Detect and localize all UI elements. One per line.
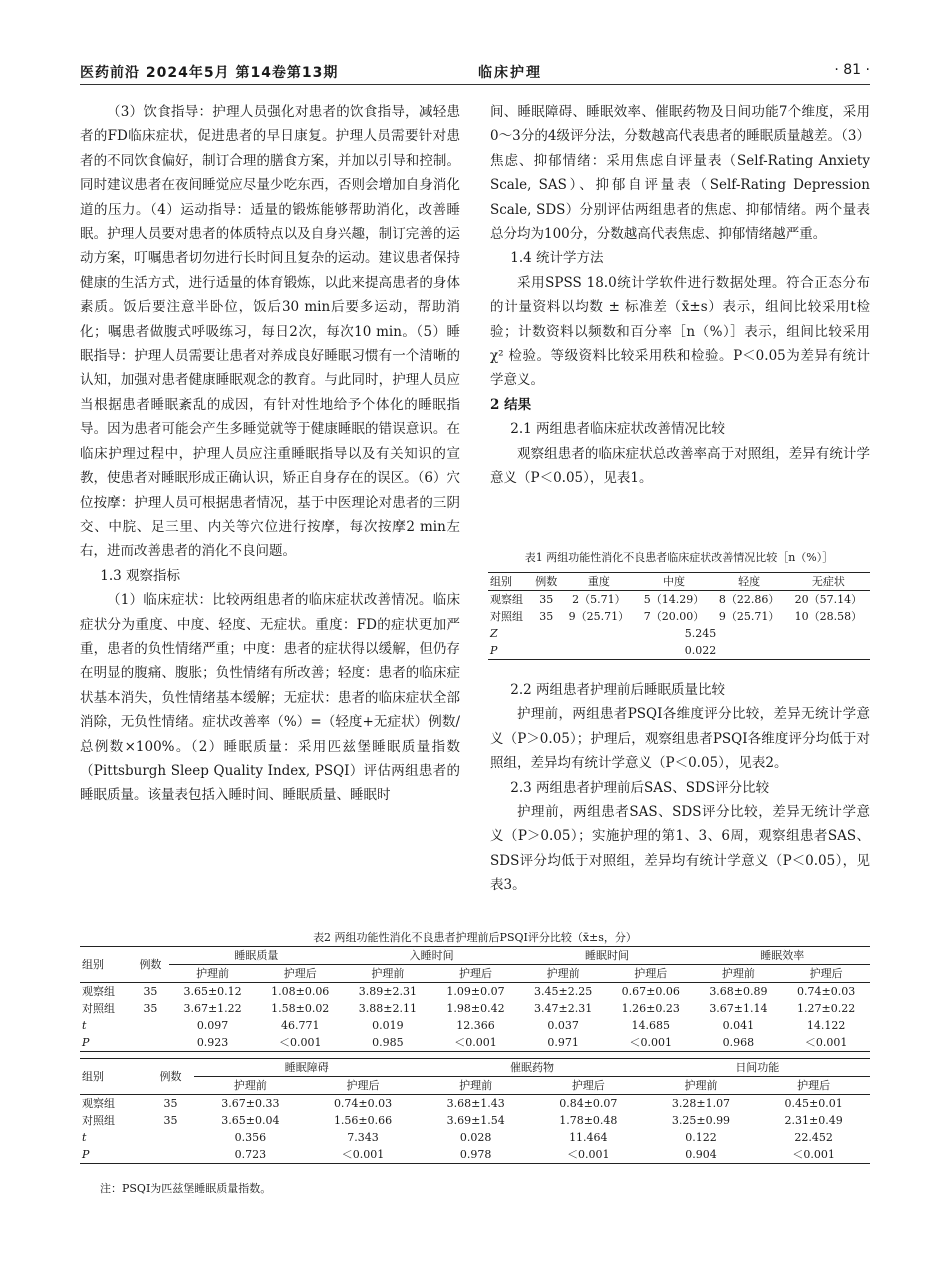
table-cell: 0.356 xyxy=(234,1131,267,1144)
table-cell: 对照组 xyxy=(82,1114,115,1127)
table-header: 中度 xyxy=(636,573,711,591)
table-cell: 0.84±0.07 xyxy=(559,1097,618,1110)
heading-2-1: 2.1 两组患者临床症状改善情况比较 xyxy=(510,421,726,438)
table-cell: 35 xyxy=(539,593,554,606)
table-cell: P xyxy=(82,1148,90,1161)
table-cell: ＜0.001 xyxy=(792,1148,835,1161)
table-cell: 3.47±2.31 xyxy=(534,1002,593,1015)
table-cell: 46.771 xyxy=(280,1019,320,1032)
table-cell: 1.58±0.02 xyxy=(271,1002,330,1015)
table-row xyxy=(80,1034,870,1052)
table-header: 护理后 xyxy=(307,1077,420,1095)
table-cell: 0.74±0.03 xyxy=(797,985,856,998)
table-cell: 35 xyxy=(143,985,158,998)
table-cell: 3.45±2.25 xyxy=(534,985,593,998)
table-cell: 3.65±0.04 xyxy=(221,1114,280,1127)
table-header: 催眠药物 xyxy=(419,1059,644,1077)
paragraph: 护理前，两组患者SAS、SDS评分比较，差异无统计学意义（P＞0.05）；实施护理的第1、3、6周，观察组患者SAS、SDS评分均低于对照组，差异均有统计学意义（P＜0.05），见表3。 xyxy=(490,804,870,894)
table-cell: 3.67±0.33 xyxy=(221,1097,280,1110)
table-cell: 0.67±0.06 xyxy=(621,985,680,998)
running-header xyxy=(80,60,870,85)
table-header: 护理前 xyxy=(419,1077,532,1095)
table-cell: 0.019 xyxy=(372,1019,404,1032)
table-header: 例数 xyxy=(132,947,169,983)
table-2 xyxy=(80,946,870,1164)
table-header: 轻度 xyxy=(712,573,787,591)
table-header: 无症状 xyxy=(787,573,870,591)
table-cell: 35 xyxy=(143,1002,158,1015)
table-row xyxy=(80,1017,870,1034)
table-cell: 0.923 xyxy=(196,1036,229,1049)
table-cell: 3.25±0.99 xyxy=(671,1114,731,1127)
table-cell: 5.245 xyxy=(684,627,717,640)
table-header: 睡眠时间 xyxy=(519,947,694,965)
table-cell: 1.98±0.42 xyxy=(446,1002,505,1015)
table-cell: 9（25.71） xyxy=(718,610,780,623)
table-cell: 1.56±0.66 xyxy=(333,1114,393,1127)
table-row xyxy=(80,1129,870,1146)
table-cell: 0.022 xyxy=(684,644,717,657)
table-header: 组别 xyxy=(80,1059,147,1095)
table-cell: 22.452 xyxy=(794,1131,833,1144)
table-cell: 1.27±0.22 xyxy=(797,1002,856,1015)
table-2-note: 注：PSQI为匹兹堡睡眠质量指数。 xyxy=(100,1182,272,1195)
table-cell: 3.67±1.14 xyxy=(709,1002,768,1015)
table-cell: 35 xyxy=(163,1114,178,1127)
table-cell: 14.685 xyxy=(631,1019,671,1032)
table-header: 护理后 xyxy=(782,965,870,983)
paragraph: （1）临床症状：比较两组患者的临床症状改善情况。临床症状分为重度、中度、轻度、无症状。重度：FD的症状更加严重，患者的负性情绪严重；中度：患者的症状得以缓解，但仍存在明显的腹痛、腹胀；负性情绪有所改善；轻度：患者的临床症状基本消失，负性情绪基本缓解；无症状：患者的临床症状全部消除，无负性情绪。症状改善率（%）=（轻度+无症状）例数/总例数×100%。（2）睡眠质量：采用匹兹堡睡眠质量指数（Pittsburgh Sleep Quality Index, PSQI）评估两组患者的睡眠质量。该量表包括入睡时间、睡眠质量、睡眠时 xyxy=(80,592,460,804)
table-cell: Z xyxy=(490,627,498,640)
paragraph: 采用SPSS 18.0统计学软件进行数据处理。符合正态分布的计量资料以均数 ± 标准差（x̄±s）表示，组间比较采用t检验；计数资料以频数和百分率［n（%）］表示，组间比较采用 χ² 检验。等级资料比较采用秩和检验。P＜0.05为差异有统计学意义。 xyxy=(490,274,870,389)
table-header: 护理前 xyxy=(645,1077,758,1095)
table-header: 日间功能 xyxy=(645,1059,870,1077)
table-cell: ＜0.001 xyxy=(278,1036,322,1049)
heading-1-3: 1.3 观察指标 xyxy=(100,567,181,584)
paragraph: 观察组患者的临床症状总改善率高于对照组，差异有统计学意义（P＜0.05），见表1。 xyxy=(490,445,870,487)
table-row xyxy=(488,642,870,660)
table-cell: 3.69±1.54 xyxy=(446,1114,505,1127)
table-header: 护理前 xyxy=(169,965,257,983)
table-cell: 0.985 xyxy=(372,1036,404,1049)
paragraph: （3）饮食指导：护理人员强化对患者的饮食指导，减轻患者的FD临床症状，促进患者的早日康复。护理人员需要针对患者的不同饮食偏好，制订合理的膳食方案，并加以引导和控制。同时建议患者在夜间睡觉应尽量少吃东西，否则会增加自身消化道的压力。（4）运动指导：适量的锻炼能够帮助消化，改善睡眠。护理人员要对患者的体质特点以及自身兴趣，制订完善的运动方案，叮嘱患者切勿进行长时间且复杂的运动。建议患者保持健康的生活方式，进行适量的体育锻炼，以此来提高患者的身体素质。饭后要注意半卧位，饭后30 min后要多运动，帮助消化；嘱患者做腹式呼吸练习，每日2次，每次10 min。（5）睡眠指导：护理人员需要让患者对养成良好睡眠习惯有一个清晰的认知，加强对患者健康睡眠观念的教育。与此同时，护理人员应当根据患者睡眠紊乱的成因，有针对性地给予个体化的睡眠指导。因为患者可能会产生多睡觉就等于健康睡眠的错误意识。在临床护理过程中，护理人员应注重睡眠指导以及有关知识的宣教，使患者对睡眠形成正确认识，矫正自身存在的误区。（6）穴位按摩：护理人员可根据患者情况，基于中医理论对患者的三阴交、中脘、足三里、内关等穴位进行按摩，每次按摩2 min左右，进而改善患者的消化不良问题。 xyxy=(80,104,460,560)
table-cell: 1.09±0.07 xyxy=(446,985,505,998)
table-cell: 7（20.00） xyxy=(643,610,705,623)
table-cell: 0.904 xyxy=(685,1148,717,1161)
right-column-bottom xyxy=(490,678,870,898)
table-header: 护理后 xyxy=(532,1077,645,1095)
table-cell: 0.45±0.01 xyxy=(784,1097,843,1110)
table-row xyxy=(80,1112,870,1129)
table-cell: 9（25.71） xyxy=(568,610,630,623)
paragraph: 间、睡眠障碍、睡眠效率、催眠药物及日间功能7个维度，采用0～3分的4级评分法，分数越高代表患者的睡眠质量越差。（3）焦虑、抑郁情绪：采用焦虑自评量表（Self-Rating Anxiety Scale, SAS）、抑郁自评量表（Self-Rating Depression Scale, SDS）分别评估两组患者的焦虑、抑郁情绪。两个量表总分均为100分，分数越高代表焦虑、抑郁情绪越严重。 xyxy=(490,104,870,243)
table-cell: 对照组 xyxy=(82,1002,115,1015)
table-cell: 3.88±2.11 xyxy=(358,1002,417,1015)
table-cell: ＜0.001 xyxy=(567,1148,610,1161)
table-cell: 0.122 xyxy=(685,1131,717,1144)
table-header: 组别 xyxy=(80,947,132,983)
table-header: 护理后 xyxy=(607,965,695,983)
table-cell: 11.464 xyxy=(569,1131,608,1144)
journal-info: 医药前沿 2024年5月 第14卷第13期 xyxy=(80,65,339,81)
table-cell: 3.89±2.31 xyxy=(358,985,417,998)
table-cell: 2（5.71） xyxy=(572,593,626,606)
table-cell: 12.366 xyxy=(456,1019,495,1032)
table-cell: 0.978 xyxy=(459,1148,492,1161)
table-cell: 0.041 xyxy=(722,1019,755,1032)
table-cell: t xyxy=(82,1019,87,1032)
table-cell xyxy=(147,1129,194,1146)
table-cell: 0.097 xyxy=(196,1019,229,1032)
table-row xyxy=(80,983,870,1001)
heading-1-4: 1.4 统计学方法 xyxy=(510,250,604,267)
table-cell: ＜0.001 xyxy=(341,1148,385,1161)
section-name: 临床护理 xyxy=(478,65,542,81)
page-number: · 81 · xyxy=(834,62,870,78)
table-cell: t xyxy=(82,1131,87,1144)
table-cell: 14.122 xyxy=(806,1019,846,1032)
table-cell: ＜0.001 xyxy=(454,1036,497,1049)
heading-2-2: 2.2 两组患者护理前后睡眠质量比较 xyxy=(510,682,726,698)
table-cell: 3.68±0.89 xyxy=(709,985,768,998)
table-row xyxy=(80,1146,870,1164)
paragraph: 护理前，两组患者PSQI各维度评分比较，差异无统计学意义（P＞0.05）；护理后，观察组患者PSQI各维度评分均低于对照组，差异均有统计学意义（P＜0.05），见表2。 xyxy=(490,706,870,772)
table-cell xyxy=(132,1034,169,1052)
table-1 xyxy=(488,550,870,660)
table-cell: ＜0.001 xyxy=(629,1036,673,1049)
table-header: 护理前 xyxy=(695,965,783,983)
table-header: 睡眠质量 xyxy=(169,947,344,965)
table-header: 睡眠障碍 xyxy=(194,1059,419,1077)
table-1-caption: 表1 两组功能性消化不良患者临床症状改善情况比较［n（%）］ xyxy=(524,551,834,564)
table-cell: 0.723 xyxy=(234,1148,267,1161)
table-header: 入睡时间 xyxy=(344,947,519,965)
table-cell: 10（28.58） xyxy=(794,610,863,623)
table-cell xyxy=(147,1146,194,1164)
table-cell: ＜0.001 xyxy=(804,1036,848,1049)
table-cell: P xyxy=(82,1036,90,1049)
table-row xyxy=(488,608,870,625)
right-column-top xyxy=(490,100,870,491)
table-cell: 7.343 xyxy=(347,1131,379,1144)
table-row xyxy=(488,591,870,609)
table-cell: 对照组 xyxy=(490,610,523,623)
table-cell: 观察组 xyxy=(490,593,523,606)
table-header: 护理后 xyxy=(256,965,344,983)
heading-2-3: 2.3 两组患者护理前后SAS、SDS评分比较 xyxy=(510,779,770,796)
table-cell: 1.08±0.06 xyxy=(271,985,330,998)
table-header: 重度 xyxy=(561,573,636,591)
table-cell: P xyxy=(490,644,498,657)
table-cell: 3.65±0.12 xyxy=(183,985,242,998)
table-cell: 35 xyxy=(539,610,554,623)
table-cell: 1.26±0.23 xyxy=(621,1002,680,1015)
table-header: 组别 xyxy=(488,573,531,591)
table-cell: 3.68±1.43 xyxy=(446,1097,505,1110)
table-cell: 2.31±0.49 xyxy=(784,1114,843,1127)
table-header: 例数 xyxy=(147,1059,194,1095)
table-2-block-1 xyxy=(80,946,870,1052)
table-cell: 20（57.14） xyxy=(794,593,863,606)
table-cell: 0.968 xyxy=(722,1036,755,1049)
table-cell: 观察组 xyxy=(82,1097,115,1110)
table-cell: 0.74±0.03 xyxy=(333,1097,393,1110)
left-column xyxy=(80,100,460,808)
table-cell: 5（14.29） xyxy=(643,593,705,606)
table-row xyxy=(488,625,870,642)
table-cell: 35 xyxy=(163,1097,178,1110)
table-row xyxy=(80,1095,870,1113)
table-cell: 0.037 xyxy=(547,1019,579,1032)
table-cell: 3.67±1.22 xyxy=(183,1002,242,1015)
table-header: 睡眠效率 xyxy=(695,947,870,965)
table-cell: 3.28±1.07 xyxy=(671,1097,731,1110)
table-header: 护理前 xyxy=(194,1077,307,1095)
table-cell: 观察组 xyxy=(82,985,115,998)
table-header: 护理后 xyxy=(432,965,520,983)
table-2-caption: 表2 两组功能性消化不良患者护理前后PSQI评分比较（x̄±s，分） xyxy=(313,931,637,944)
table-cell: 0.971 xyxy=(547,1036,579,1049)
heading-2: 2 结果 xyxy=(490,396,532,413)
table-header: 护理前 xyxy=(344,965,432,983)
table-cell xyxy=(132,1017,169,1034)
table-cell: 1.78±0.48 xyxy=(559,1114,618,1127)
table-2-block-2 xyxy=(80,1058,870,1164)
table-header: 护理前 xyxy=(519,965,607,983)
table-cell: 0.028 xyxy=(459,1131,492,1144)
table-header: 例数 xyxy=(531,573,561,591)
table-row xyxy=(80,1000,870,1017)
table-cell: 8（22.86） xyxy=(718,593,780,606)
table-header: 护理后 xyxy=(757,1077,870,1095)
